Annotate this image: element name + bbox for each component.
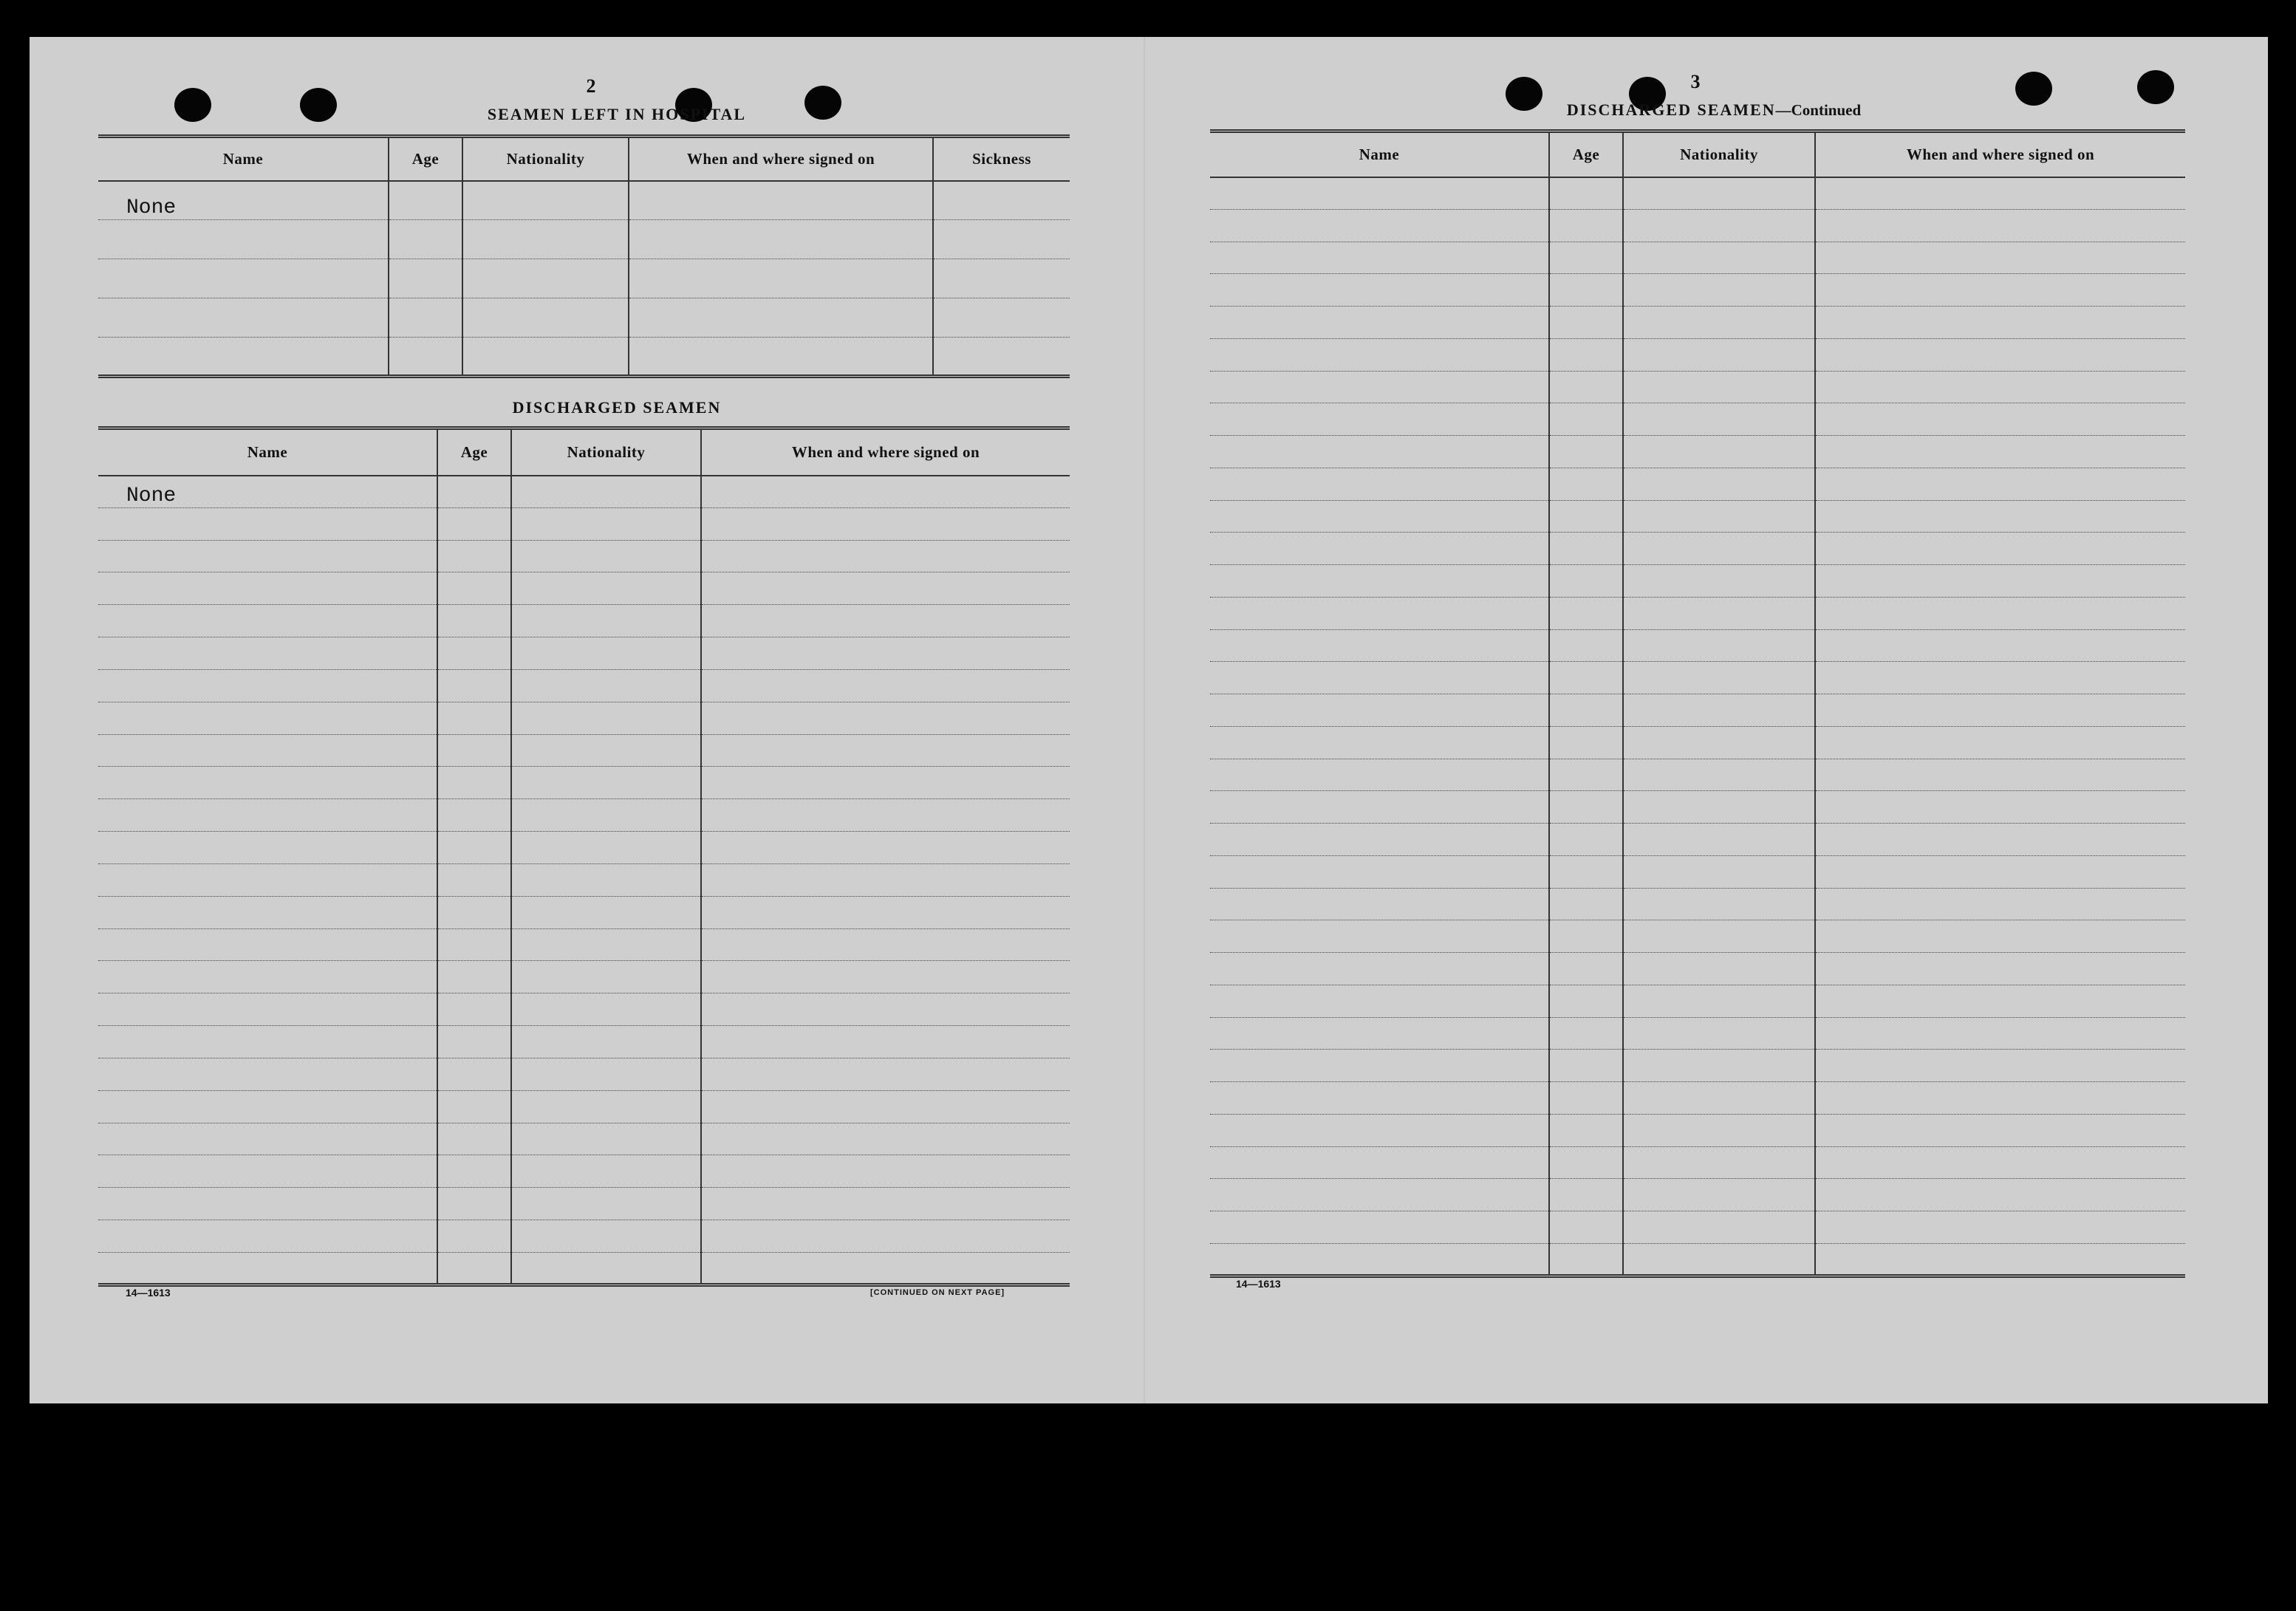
table-row	[98, 338, 1070, 377]
discharged-continued-title	[1522, 100, 1906, 120]
punch-hole	[2137, 70, 2174, 104]
col-header-name: Name	[98, 137, 389, 181]
title-suffix: —Continued	[1775, 101, 1862, 119]
table-row	[98, 220, 1070, 259]
table-row	[98, 1026, 1070, 1058]
table-row	[98, 572, 1070, 605]
table-row	[1210, 371, 2185, 403]
table-row	[98, 961, 1070, 993]
title-main: DISCHARGED SEAMEN	[1566, 100, 1776, 119]
table-row	[98, 298, 1070, 338]
table-row	[1210, 1017, 2185, 1050]
table-row	[1210, 1114, 2185, 1146]
table-row	[1210, 726, 2185, 759]
ledger-sheet	[30, 37, 2268, 1403]
discharged-section-title: DISCHARGED SEAMEN	[512, 398, 722, 417]
table-row	[98, 799, 1070, 832]
col-header-signed-on: When and where signed on	[701, 428, 1070, 476]
table-row	[98, 1155, 1070, 1188]
table-row	[1210, 1243, 2185, 1276]
table-row	[1210, 597, 2185, 629]
table-row	[1210, 1146, 2185, 1179]
table-row	[1210, 953, 2185, 985]
table-row	[98, 1058, 1070, 1090]
table-row	[98, 896, 1070, 928]
table-row	[98, 507, 1070, 540]
discharged-table	[98, 426, 1070, 1287]
hospital-table	[98, 134, 1070, 378]
col-header-age: Age	[437, 428, 511, 476]
col-header-signed-on: When and where signed on	[1815, 131, 2185, 177]
table-row	[1210, 533, 2185, 565]
table-row	[1210, 694, 2185, 727]
hospital-section-title: SEAMEN LEFT IN HOSPITAL	[487, 105, 747, 123]
table-row	[1210, 1179, 2185, 1211]
table-row	[98, 476, 1070, 508]
table-row	[1210, 436, 2185, 468]
table-row	[1210, 1082, 2185, 1115]
table-row	[1210, 920, 2185, 953]
table-row	[98, 1220, 1070, 1253]
col-header-nationality: Nationality	[1623, 131, 1815, 177]
col-header-age: Age	[1549, 131, 1623, 177]
table-row	[98, 734, 1070, 767]
col-header-nationality: Nationality	[462, 137, 629, 181]
discharged-continued-table	[1210, 129, 2185, 1278]
form-number-right: 14—1613	[1236, 1278, 1281, 1290]
table-row	[1210, 242, 2185, 274]
page-number-left: 2	[586, 75, 596, 97]
table-row	[98, 1252, 1070, 1285]
table-row	[1210, 985, 2185, 1017]
table-row	[98, 540, 1070, 572]
col-header-signed-on: When and where signed on	[629, 137, 933, 181]
table-row	[98, 181, 1070, 220]
col-header-age: Age	[389, 137, 462, 181]
punch-hole	[2015, 72, 2052, 106]
entry-name: None	[98, 476, 437, 508]
table-row	[1210, 791, 2185, 824]
table-row	[98, 993, 1070, 1026]
table-row	[1210, 855, 2185, 888]
table-row	[1210, 662, 2185, 694]
table-row	[1210, 403, 2185, 436]
table-row	[1210, 1211, 2185, 1244]
table-row	[1210, 888, 2185, 920]
table-row	[1210, 307, 2185, 339]
table-row	[98, 1188, 1070, 1220]
table-row	[1210, 274, 2185, 307]
punch-hole	[174, 88, 211, 122]
table-row	[1210, 468, 2185, 500]
table-row	[1210, 1050, 2185, 1082]
table-row	[1210, 824, 2185, 856]
table-row	[1210, 565, 2185, 598]
form-number-left: 14—1613	[126, 1287, 171, 1299]
table-row	[98, 928, 1070, 961]
page-fold	[1144, 37, 1145, 1403]
table-row	[1210, 759, 2185, 791]
table-row	[1210, 177, 2185, 210]
table-row	[1210, 338, 2185, 371]
punch-hole	[300, 88, 337, 122]
table-row	[98, 767, 1070, 799]
table-row	[98, 832, 1070, 864]
page-number-right: 3	[1690, 71, 1701, 92]
table-row	[1210, 500, 2185, 533]
table-row	[98, 863, 1070, 896]
col-header-name: Name	[1210, 131, 1549, 177]
continued-note: [CONTINUED ON NEXT PAGE]	[870, 1288, 1005, 1297]
table-row	[1210, 629, 2185, 662]
table-row	[98, 637, 1070, 670]
table-row	[98, 1123, 1070, 1155]
table-row	[98, 605, 1070, 637]
col-header-name: Name	[98, 428, 437, 476]
table-row	[98, 669, 1070, 702]
col-header-sickness: Sickness	[933, 137, 1070, 181]
table-row	[98, 1090, 1070, 1123]
col-header-nationality: Nationality	[511, 428, 701, 476]
table-row	[98, 702, 1070, 734]
table-row	[98, 259, 1070, 298]
entry-name: None	[98, 181, 389, 220]
table-row	[1210, 209, 2185, 242]
